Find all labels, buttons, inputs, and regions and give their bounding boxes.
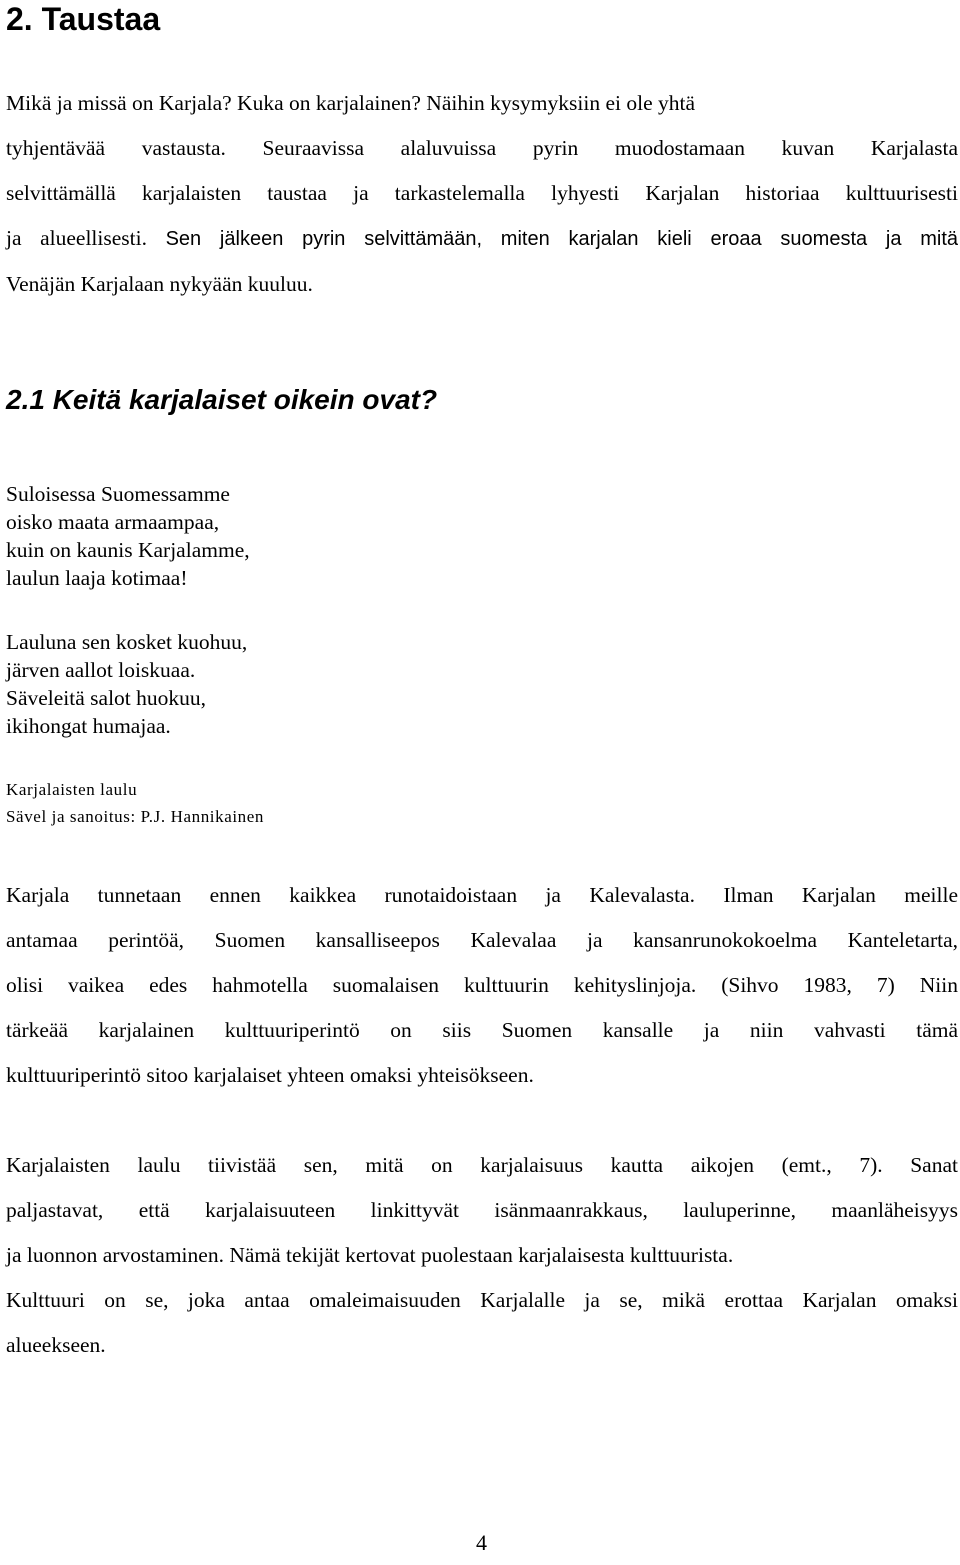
intro-line-mixed: [6, 216, 958, 262]
intro-line-sans: Sen jälkeen pyrin selvittämään, miten karjalan kieli eroaa suomesta ja mitä: [165, 228, 959, 250]
poem-line: Lauluna sen kosket kuohuu,: [6, 630, 248, 654]
poem-line: laulun laaja kotimaa!: [6, 566, 188, 590]
intro-line: tyhjentävää vastausta. Seuraavissa alaluvuissa pyrin muodostamaan kuvan Karjalasta: [6, 136, 958, 160]
paragraph-line: tärkeää karjalainen kulttuuriperintö on siis Suomen kansalle ja niin vahvasti tämä: [6, 1018, 958, 1042]
poem-line: Säveleitä salot huokuu,: [6, 686, 207, 710]
poem-line: ikihongat humajaa.: [6, 714, 171, 738]
paragraph-line: Karjala tunnetaan ennen kaikkea runotaidoistaan ja Kalevalasta. Ilman Karjalan meille: [6, 883, 958, 907]
poem-stanza-1: [6, 480, 250, 592]
poem-line: oisko maata armaampaa,: [6, 510, 220, 534]
poem-author: Sävel ja sanoitus: P.J. Hannikainen: [6, 807, 265, 826]
paragraph-line: alueekseen.: [6, 1333, 106, 1357]
intro-line: Mikä ja missä on Karjala? Kuka on karjalainen? Näihin kysymyksiin ei ole yhtä: [6, 91, 696, 115]
paragraph-line: ja luonnon arvostaminen. Nämä tekijät kertovat puolestaan karjalaisesta kulttuurista.: [6, 1243, 734, 1267]
intro-line: ja alueellisesti.: [6, 226, 147, 250]
poem-credit: [6, 776, 264, 830]
paragraph-line: olisi vaikea edes hahmotella suomalaisen kulttuurin kehityslinjoja. (Sihvo 1983, 7) Niin: [6, 973, 958, 997]
poem-line: Suloisessa Suomessamme: [6, 482, 230, 506]
paragraph-line: Karjalaisten laulu tiivistää sen, mitä on karjalaisuus kautta aikojen (emt., 7). Sanat: [6, 1153, 958, 1177]
poem-title: Karjalaisten laulu: [6, 780, 138, 799]
intro-line: selvittämällä karjalaisten taustaa ja tarkastelemalla lyhyesti Karjalan historiaa kulttuurisesti: [6, 181, 958, 205]
song-paragraph: [6, 1143, 958, 1368]
section-heading: 2. Taustaa: [6, 1, 161, 37]
kalevala-paragraph: [6, 873, 958, 1098]
paragraph-line: paljastavat, että karjalaisuuteen linkittyvät isänmaanrakkaus, lauluperinne, maanläheisyys: [6, 1198, 958, 1222]
poem-line: järven aallot loiskuaa.: [6, 658, 196, 682]
poem-line: kuin on kaunis Karjalamme,: [6, 538, 250, 562]
intro-line: Venäjän Karjalaan nykyään kuuluu.: [6, 272, 313, 296]
page-number: 4: [476, 1530, 487, 1555]
paragraph-line: antamaa perintöä, Suomen kansalliseepos Kalevalaa ja kansanrunokokoelma Kanteletarta,: [6, 928, 958, 952]
paragraph-line: Kulttuuri on se, joka antaa omaleimaisuuden Karjalalle ja se, mikä erottaa Karjalan omaksi: [6, 1288, 958, 1312]
paragraph-line: kulttuuriperintö sitoo karjalaiset yhteen omaksi yhteisökseen.: [6, 1063, 534, 1087]
poem-stanza-2: [6, 628, 247, 740]
subsection-heading: 2.1 Keitä karjalaiset oikein ovat?: [6, 384, 438, 415]
intro-paragraph: [6, 81, 958, 307]
